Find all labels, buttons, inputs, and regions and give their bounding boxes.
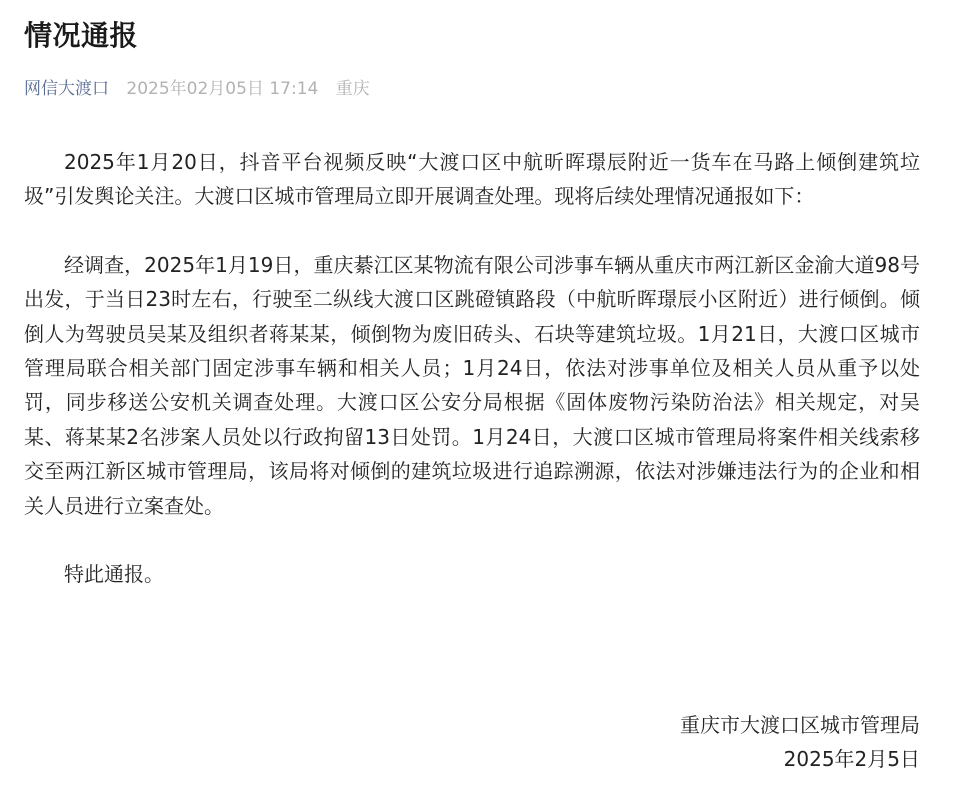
article-body — [24, 145, 920, 625]
paragraph-intro: 2025年1月20日，抖音平台视频反映“大渡口区中航昕晖璟辰附近一货车在马路上倾倒建筑垃圾”引发舆论关注。大渡口区城市管理局立即开展调查处理。现将后续处理情况通报如下： — [24, 150, 920, 209]
paragraph-closing: 特此通报。 — [64, 562, 164, 587]
publish-location: 重庆 — [335, 79, 370, 99]
article-title: 情况通报 — [24, 19, 139, 52]
signature-organization: 重庆市大渡口区城市管理局 — [680, 713, 920, 737]
source-account-link[interactable]: 网信大渡口 — [24, 79, 109, 99]
article-meta — [24, 76, 370, 102]
signature-date: 2025年2月5日 — [783, 747, 920, 771]
signature-block — [680, 708, 920, 776]
publish-time: 2025年02月05日 17:14 — [126, 79, 319, 99]
paragraph-investigation: 经调查，2025年1月19日，重庆綦江区某物流有限公司涉事车辆从重庆市两江新区金渝大道98号出发，于当日23时左右，行驶至二纵线大渡口区跳磴镇路段（中航昕晖璟辰小区附近）进行倾倒。倾倒人为驾驶员吴某及组织者蒋某某，倾倒物为废旧砖头、石块等建筑垃圾。1月21日，大渡口区城市管理局联合相关部门固定涉事车辆和相关人员；1月24日，依法对涉事单位及相关人员从重予以处罚，同步移送公安机关调查处理。大渡口区公安分局根据《固体废物污染防治法》相关规定，对吴某、蒋某某2名涉案人员处以行政拘留13日处罚。1月24日，大渡口区城市管理局将案件相关线索移交至两江新区城市管理局，该局将对倾倒的建筑垃圾进行追踪溯源，依法对涉嫌违法行为的企业和相关人员进行立案查处。 — [24, 252, 920, 518]
